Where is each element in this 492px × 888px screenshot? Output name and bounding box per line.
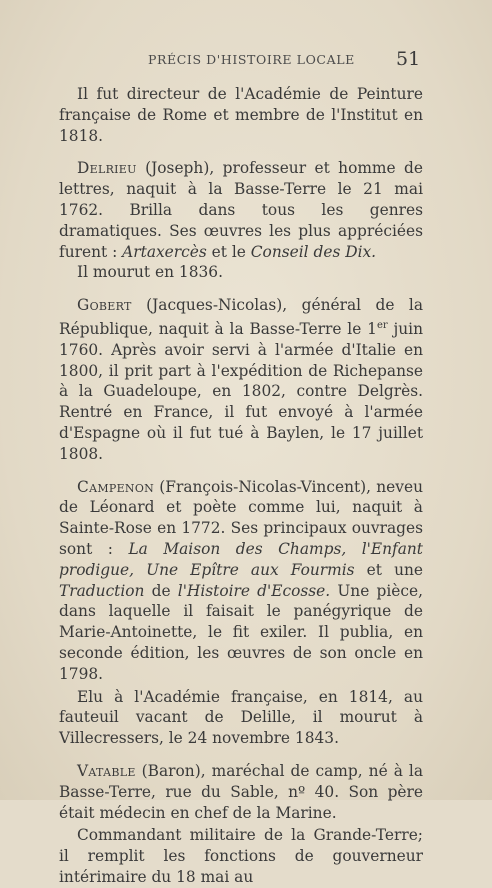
paragraph-text: et le (206, 242, 251, 261)
paragraph-vatable (59, 761, 423, 823)
work-title: Traduction (59, 581, 145, 600)
paragraph-text: Elu à l'Académie française, en 1814, au fauteuil vacant de Delille, il mourut à Villecressers, le 24 novembre 1843. (59, 687, 423, 748)
paragraph-text: et une (354, 560, 423, 579)
paragraph-delrieu-death (59, 262, 423, 283)
paragraph-campenon-academie (59, 687, 423, 749)
work-title: l'Histoire d'Ecosse. (177, 581, 331, 600)
entry-name-vatable: Vatable (77, 762, 136, 781)
paragraph-text: (François-Nicolas-Vincent), neveu de Léonard et poète comme lui, naquit à Sainte-Rose en 1772. Ses principaux ouvrages sont : (59, 477, 423, 559)
paragraph-text: (Joseph), professeur et homme de lettres, naquit à la Basse-Terre le 21 mai 1762. Brilla dans tous les genres dramatiques. Ses œuvres les plus appréciées furent : (59, 159, 423, 261)
paragraph-text: (Baron), maréchal de camp, né à la Basse-Terre, rue du Sable, nº 40. Son père était médecin en chef de la Marine. (59, 762, 423, 822)
page-number: 51 (396, 48, 421, 70)
paragraph-gobert (59, 295, 423, 465)
work-title: La Maison des Champs, l'Enfant prodigue, Une Epître aux Fourmis (59, 540, 423, 579)
paragraph-text: Il fut directeur de l'Académie de Peinture française de Rome et membre de l'Institut en 1818. (59, 85, 423, 145)
paragraph-text: juin 1760. Après avoir servi à l'armée d'Italie en 1800, il prit part à l'expédition de Richepanse à la Guadeloupe, en 1802, contre Delgrès. Rentré en France, il fut envoyé à l'armée d'Espagne où il fut tué à Baylen, le 17 juillet 1808. (59, 320, 423, 463)
paragraph-directeur (59, 84, 423, 146)
paragraph-text: Il mourut en 1836. (77, 263, 223, 282)
body-text (59, 84, 423, 888)
paragraph-text: de (144, 581, 178, 600)
paragraph-text: Une pièce, dans laquelle il faisait le panégyrique de Marie-Antoinette, le fit exiler. Il publia, en seconde édition, les œuvres de son oncle en 1798. (59, 581, 423, 683)
paragraph-text: Commandant militaire de la Grande-Terre; il remplit les fonctions de gouverneur intérimaire du 18 mai au (59, 826, 423, 887)
entry-name-gobert: Gobert (77, 296, 132, 315)
entry-name-delrieu: Delrieu (77, 159, 137, 178)
work-title: Conseil des Dix. (250, 242, 377, 261)
paragraph-text: (Jacques-Nicolas), général de la République, naquit à la Basse-Terre le 1 (59, 296, 423, 339)
paragraph-vatable-commandant (59, 825, 423, 887)
work-title: Artaxercès (122, 242, 207, 261)
entry-name-campenon: Campenon (77, 477, 155, 496)
paragraph-delrieu (59, 158, 423, 262)
page-header (0, 48, 492, 72)
ordinal-superscript: er (376, 319, 388, 331)
running-title: PRÉCIS D'HISTOIRE LOCALE (148, 52, 355, 67)
paragraph-campenon (59, 477, 423, 685)
